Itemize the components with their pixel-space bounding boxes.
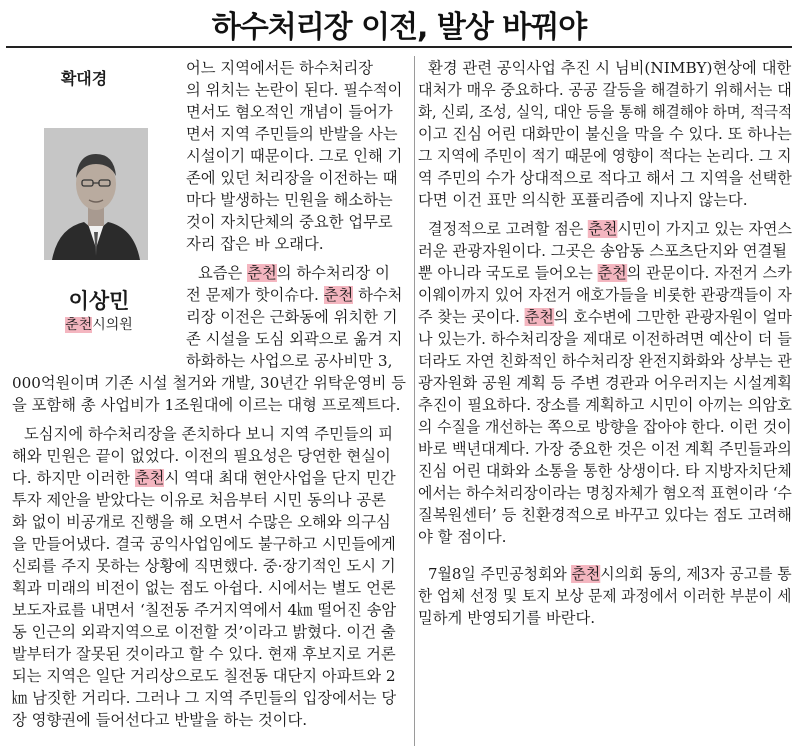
text-segment: 시 역대 최대 현안사업을 단지 민간 [164, 469, 396, 487]
text-line [186, 101, 393, 123]
text-segment: 되는 지역은 일단 거리상으로도 칠전동 대단지 아파트와 2 [12, 667, 396, 685]
text-segment: 러운 관광자원이다. 그곳은 송암동 스포츠단지와 연결될 [418, 242, 788, 260]
text-segment: 의 수질을 개선하는 쪽으로 방향을 잡아야 한다. 이런 것이 [418, 418, 792, 436]
text-line [186, 123, 398, 145]
text-line [418, 189, 748, 211]
text-segment: 요즘은 [198, 264, 248, 282]
highlight-chuncheon: 춘천 [323, 286, 354, 304]
text-segment: 야 할 점이다. [418, 528, 507, 546]
text-line [12, 489, 386, 511]
text-line [418, 306, 792, 328]
text-segment: 존 시설을 도심 외곽으로 옮겨 지 [186, 330, 403, 348]
text-segment: 시의회 동의, 제3자 공고를 통 [600, 565, 792, 583]
text-segment: 리장 이전은 근화동에 위치한 기 [186, 308, 398, 326]
text-line [418, 416, 792, 438]
text-segment: 하화하는 사업으로 공사비만 3, [186, 352, 393, 370]
text-line [418, 607, 595, 629]
text-segment: 질복원센터’ 등 친환경적으로 바꾸고 있다는 점도 고려해 [418, 506, 792, 524]
text-segment: 해와 민원은 끝이 없었다. 이전의 필요성은 당연한 현실이 [12, 447, 391, 465]
text-line [186, 350, 393, 372]
text-line [24, 423, 393, 445]
text-segment: 전 문제가 핫이슈다. [186, 286, 324, 304]
text-line [12, 555, 396, 577]
text-segment: 화 없이 비공개로 진행을 해 오면서 수많은 오해와 의구심 [12, 513, 391, 531]
text-line [418, 328, 792, 350]
text-segment: 이웨이까지 있어 자전거 애호가들을 비롯한 관광객들이 자 [418, 286, 792, 304]
text-segment: 결정적으로 고려할 점은 [428, 220, 589, 238]
text-segment: 발부터가 잘못된 것이라고 할 수 있다. 현재 후보지로 거론 [12, 645, 396, 663]
text-line [418, 482, 792, 504]
text-segment: 에서는 하수처리장이라는 명칭자체가 혐오적 표현이라 ‘수 [418, 484, 792, 502]
text-line [418, 123, 792, 145]
text-segment: 마다 발생하는 민원을 해소하는 [186, 191, 393, 209]
text-segment: 어느 지역에서든 하수처리장 [186, 59, 374, 77]
text-line [418, 526, 506, 548]
text-line [12, 533, 396, 555]
text-segment: 나 있는가. 하수처리장을 제대로 이전하려면 예산이 더 들 [418, 330, 792, 348]
text-line [12, 372, 406, 394]
text-line [12, 687, 396, 709]
text-segment: 장 영향권에 들어선다고 반발을 하는 것이다. [12, 711, 308, 729]
text-segment: 동 인근의 외곽지역으로 이전할 것’이라고 밝혔다. 이건 출 [12, 623, 396, 641]
text-line [186, 79, 402, 101]
text-segment: 의 위치는 논란이 된다. 필수적이 [186, 81, 403, 99]
text-line [418, 101, 792, 123]
text-line [418, 438, 792, 460]
highlight-chuncheon: 춘천 [247, 264, 277, 282]
text-segment: 환경 관련 공익사업 추진 시 님비(NIMBY)현상에 대한 [428, 59, 792, 77]
text-line [418, 262, 792, 284]
text-segment: 7월8일 주민공청회와 [428, 565, 572, 583]
text-segment: 면서 지역 주민들의 반발을 사는 [186, 125, 398, 143]
text-line [186, 145, 402, 167]
text-segment: 그 지역에 주민이 적기 때문에 영향이 적다는 논리다. 그 지 [418, 147, 792, 165]
text-segment: 주 찾는 곳이다. [418, 308, 525, 326]
text-segment: 진심 어린 대화와 소통을 통한 상생이다. 타 지방자치단체 [418, 462, 792, 480]
text-segment: 자리 잡은 바 오래다. [186, 235, 324, 253]
author-name: 이상민 [68, 289, 130, 313]
affiliation-text: 시의원 [92, 317, 133, 333]
text-line [12, 643, 396, 665]
text-segment: ㎞ 남짓한 거리다. 그러나 그 지역 주민들의 입장에서는 당 [12, 689, 397, 707]
text-segment: 것이 자치단체의 중요한 업무로 [186, 213, 393, 231]
author-portrait-image [44, 128, 148, 260]
text-line [186, 328, 402, 350]
text-line [418, 372, 792, 394]
text-segment: 뿐 아니라 국도로 들어오는 [418, 264, 598, 282]
text-segment: 광자원화 공원 계획 등 주변 경관과 어우러지는 시설계획 [418, 374, 792, 392]
text-line [12, 577, 396, 599]
highlight-chuncheon: 춘천 [65, 317, 93, 333]
text-segment: 을 만들어냈다. 결국 공익사업임에도 불구하고 시민들에게 [12, 535, 396, 553]
text-line [186, 284, 402, 306]
text-line [186, 233, 324, 255]
text-line [12, 621, 396, 643]
text-segment: 대처가 매우 중요하다. 공공 갈등을 해결하기 위해서는 대 [418, 81, 792, 99]
text-line [12, 445, 391, 467]
text-line [418, 145, 792, 167]
text-segment: 역 주민의 수가 상대적으로 적다고 해서 그 지역을 선택한 [418, 169, 792, 187]
text-segment: 면서도 혐오적인 개념이 들어가 [186, 103, 393, 121]
highlight-chuncheon: 춘천 [571, 565, 601, 583]
headline-rule [6, 46, 792, 48]
text-line [418, 240, 787, 262]
text-segment: 추진이 필요하다. 장소를 계획하고 시민이 아끼는 의암호 [418, 396, 792, 414]
column-label: 확대경 [60, 69, 108, 88]
text-segment: 획과 미래의 비전이 없는 점도 아쉽다. 시에서는 별도 언론 [12, 579, 396, 597]
text-line [186, 57, 373, 79]
text-segment: 이고 진심 어린 대화만이 불신을 막을 수 있다. 또 하나는 [418, 125, 792, 143]
highlight-chuncheon: 춘천 [524, 308, 554, 326]
text-segment: 다면 이건 표만 의식한 포퓰리즘에 지나지 않는다. [418, 191, 748, 209]
text-segment: 밀하게 반영되기를 바란다. [418, 609, 596, 627]
text-segment: 을 포함해 총 사업비가 1조원대에 이르는 대형 프로젝트다. [12, 396, 401, 414]
text-segment: 000억원이며 기존 시설 철거와 개발, 30년간 위탁운영비 등 [12, 374, 406, 392]
text-segment: 의 하수처리장 이 [276, 264, 390, 282]
text-line [428, 218, 792, 240]
text-line [186, 189, 393, 211]
text-line [418, 504, 792, 526]
text-line [12, 665, 396, 687]
text-line [12, 394, 401, 416]
text-line [12, 511, 391, 533]
text-line [418, 460, 792, 482]
text-line [12, 467, 396, 489]
text-segment: 한 업체 선정 및 토지 보상 문제 과정에서 이러한 부분이 세 [418, 587, 792, 605]
text-segment: 시설이기 때문이다. 그로 인해 기 [186, 147, 403, 165]
text-line [198, 262, 390, 284]
text-segment: 시민이 가지고 있는 자연스 [617, 220, 793, 238]
text-line [418, 79, 792, 101]
text-line [418, 350, 792, 372]
highlight-chuncheon: 춘천 [588, 220, 618, 238]
highlight-chuncheon: 춘천 [134, 469, 165, 487]
text-segment: 보도자료를 내면서 ‘칠전동 주거지역에서 4㎞ 떨어진 송암 [12, 601, 397, 619]
text-segment: 화, 신뢰, 조성, 실익, 대안 등을 통해 해결해야 하며, 적극적 [418, 103, 793, 121]
text-segment: 존에 있던 처리장을 이전하는 때 [186, 169, 398, 187]
text-segment: 의 호수변에 그만한 관광자원이 얼마 [553, 308, 792, 326]
text-segment: 의 관문이다. 자전거 스카 [626, 264, 792, 282]
text-segment: 신뢰를 주지 못하는 상황에 직면했다. 중·장기적인 도시 기 [12, 557, 396, 575]
text-segment: 투자 제안을 받았다는 이유로 처음부터 시민 동의나 공론 [12, 491, 386, 509]
text-segment: 바로 백년대계다. 가장 중요한 것은 이전 계획 주민들과의 [418, 440, 792, 458]
text-line [418, 284, 792, 306]
column-divider [414, 56, 415, 746]
highlight-chuncheon: 춘천 [597, 264, 627, 282]
text-line [186, 306, 398, 328]
text-line [428, 57, 791, 79]
text-segment: 다. 하지만 이러한 [12, 469, 135, 487]
text-segment: 하수처 [353, 286, 403, 304]
author-affiliation [24, 314, 174, 334]
text-line [12, 599, 396, 621]
text-line [418, 394, 792, 416]
text-segment: 도심지에 하수처리장을 존치하다 보니 지역 주민들의 피 [24, 425, 394, 443]
text-line [186, 211, 393, 233]
author-photo [44, 128, 148, 260]
text-line [12, 709, 307, 731]
text-line [418, 585, 792, 607]
headline: 하수처리장 이전, 발상 바꿔야 [211, 10, 587, 45]
text-line [428, 563, 792, 585]
text-line [186, 167, 398, 189]
text-segment: 더라도 자연 친화적인 하수처리장 완전지화화와 상부는 관 [418, 352, 792, 370]
text-line [418, 167, 792, 189]
